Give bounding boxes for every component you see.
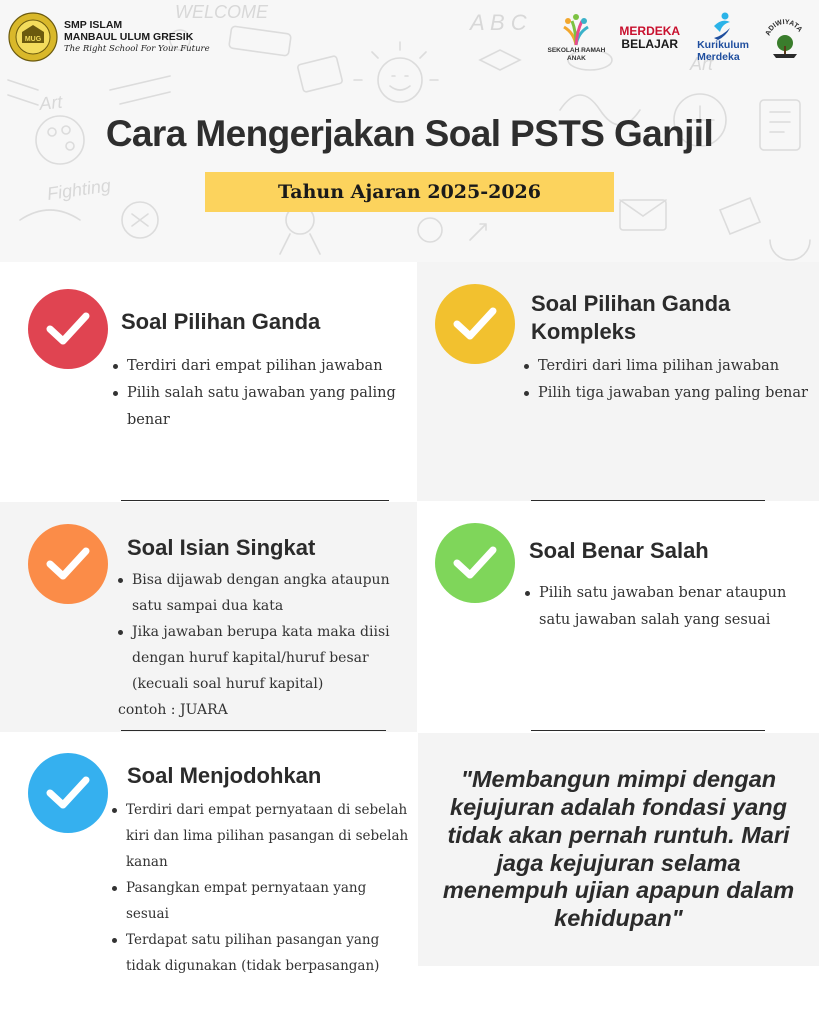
section-title: Soal Isian Singkat bbox=[127, 535, 316, 560]
bullet-list bbox=[525, 580, 795, 634]
section-title bbox=[531, 290, 730, 345]
quote-panel bbox=[418, 733, 819, 966]
check-icon bbox=[435, 284, 515, 364]
check-icon bbox=[28, 289, 108, 369]
school-tagline: The Right School For Your Future bbox=[64, 44, 210, 55]
check-icon bbox=[28, 753, 108, 833]
bullet-item: Terdiri dari lima pilihan jawaban bbox=[524, 353, 814, 380]
section-title-line1: Soal Pilihan Ganda bbox=[531, 291, 731, 316]
merdeka-belajar-line2: BELAJAR bbox=[621, 36, 679, 51]
school-name-line2: MANBAUL ULUM GRESIK bbox=[64, 31, 194, 44]
section-title: Soal Menjodohkan bbox=[127, 763, 322, 788]
bullet-item: Terdiri dari empat pilihan jawaban bbox=[113, 353, 403, 380]
adiwiyata-icon bbox=[763, 16, 807, 60]
bullet-list bbox=[524, 353, 814, 407]
bullet-list bbox=[113, 353, 403, 434]
school-logo-icon bbox=[8, 12, 58, 62]
subtitle: Tahun Ajaran 2025-2026 bbox=[277, 181, 541, 203]
bullet-item: Pilih tiga jawaban yang paling benar bbox=[524, 380, 814, 407]
section-benar-salah bbox=[417, 502, 819, 732]
svg-text:MUG: MUG bbox=[24, 36, 42, 43]
section-title: Soal Benar Salah bbox=[529, 538, 709, 563]
section-divider bbox=[121, 730, 386, 731]
bullet-list bbox=[112, 797, 412, 979]
bullet-item: Bisa dijawab dengan angka ataupun satu sampai dua kata bbox=[118, 567, 398, 619]
school-name-line1: SMP ISLAM bbox=[64, 19, 123, 32]
example-text: contoh : JUARA bbox=[118, 702, 228, 718]
merdeka-belajar-line1: MERDEKA bbox=[619, 23, 681, 38]
check-icon bbox=[28, 524, 108, 604]
kurikulum-merdeka-icon bbox=[711, 12, 733, 40]
partner-logos bbox=[533, 12, 807, 63]
motivational-quote: "Membangun mimpi dengan kejujuran adalah fondasi yang tidak akan pernah runtuh. Mari jaga kejujuran selama menempuh ujian apapun dalam kehidupan" bbox=[442, 766, 795, 931]
bullet-list bbox=[118, 567, 398, 723]
section-pilihan-ganda bbox=[0, 262, 417, 502]
bullet-item: Pilih salah satu jawaban yang paling benar bbox=[113, 380, 403, 434]
svg-text:A B C: A B C bbox=[470, 10, 527, 35]
kurikulum-line1: Kurikulum bbox=[697, 39, 749, 51]
section-divider bbox=[531, 500, 765, 501]
check-icon bbox=[435, 523, 515, 603]
section-title: Soal Pilihan Ganda bbox=[121, 309, 321, 334]
sekolah-ramah-anak-logo bbox=[547, 13, 605, 61]
bullet-item: Pilih satu jawaban benar ataupun satu jawaban salah yang sesuai bbox=[525, 580, 795, 634]
school-branding bbox=[8, 12, 210, 62]
kurikulum-line2: Merdeka bbox=[697, 50, 740, 63]
subtitle-banner bbox=[205, 172, 614, 212]
bullet-item: Terdiri dari empat pernyataan di sebelah kiri dan lima pilihan pasangan di sebelah kanan bbox=[112, 797, 412, 875]
section-divider bbox=[531, 730, 765, 731]
svg-text:ADIWIYATA: ADIWIYATA bbox=[764, 18, 804, 37]
section-divider bbox=[121, 500, 389, 501]
bullet-item: Jika jawaban berupa kata maka diisi dengan huruf kapital/huruf besar (kecuali soal huruf kapital) bbox=[118, 619, 398, 697]
svg-text:WELCOME: WELCOME bbox=[175, 2, 269, 22]
ramah-anak-icon bbox=[559, 13, 593, 47]
kurikulum-merdeka-logo bbox=[694, 12, 749, 63]
section-pilihan-ganda-kompleks bbox=[417, 262, 819, 501]
merdeka-belajar-logo bbox=[619, 25, 680, 50]
ramah-anak-label: SEKOLAH RAMAH ANAK bbox=[547, 47, 606, 62]
section-title-line2: Kompleks bbox=[531, 318, 637, 344]
page-title: Cara Mengerjakan Soal PSTS Ganjil bbox=[105, 113, 714, 154]
bullet-item: Pasangkan empat pernyataan yang sesuai bbox=[112, 875, 412, 927]
svg-text:Art: Art bbox=[690, 54, 714, 74]
section-menjodohkan bbox=[0, 732, 417, 972]
adiwiyata-logo bbox=[763, 16, 807, 60]
bullet-item: Terdapat satu pilihan pasangan yang tidak digunakan (tidak berpasangan) bbox=[112, 927, 412, 979]
section-isian-singkat bbox=[0, 502, 417, 732]
svg-text:Art: Art bbox=[38, 91, 64, 114]
svg-text:Fighting: Fighting bbox=[45, 175, 112, 204]
